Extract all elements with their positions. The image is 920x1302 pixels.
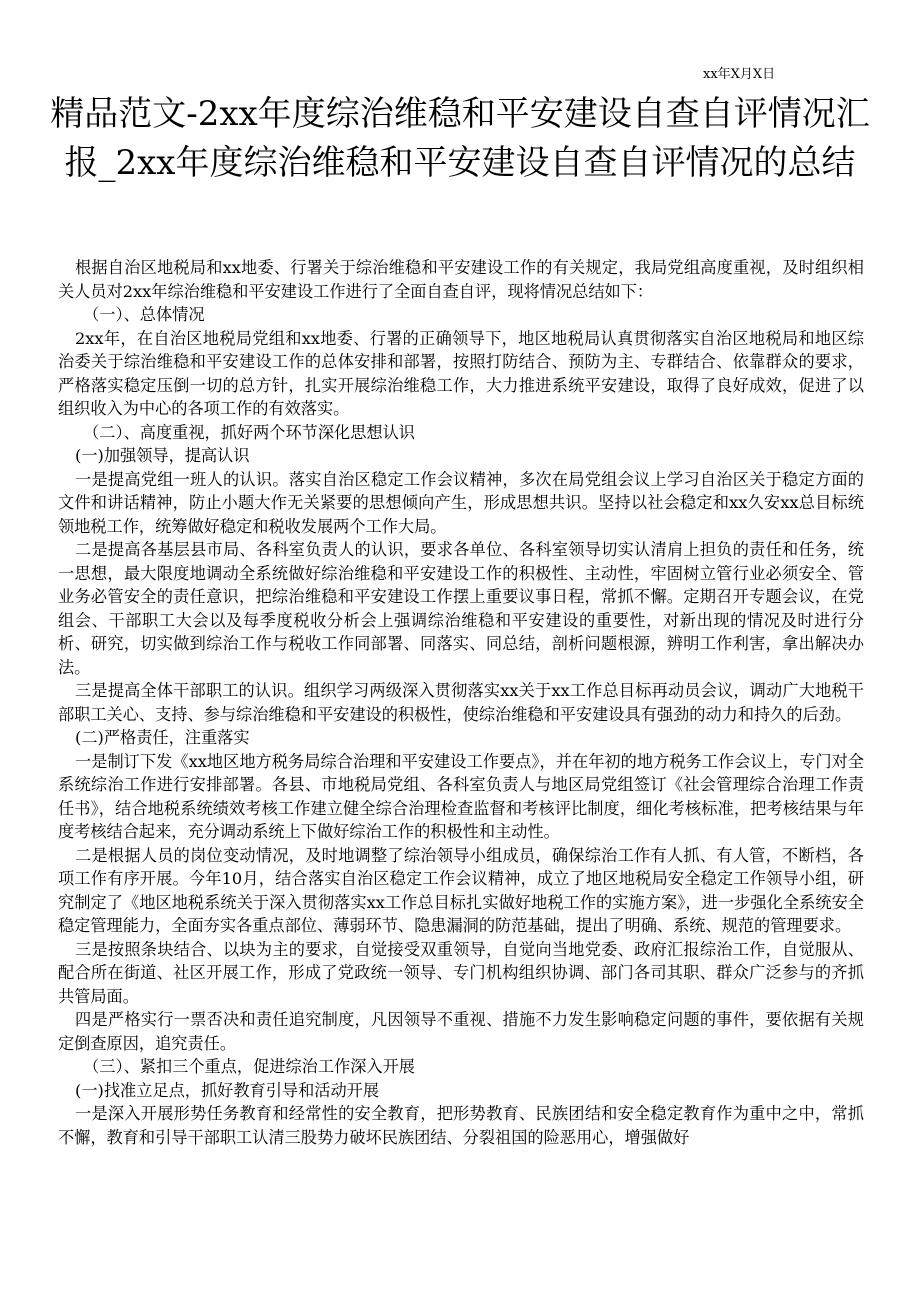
document-date: xx年X月X日 [703, 67, 776, 82]
body-paragraph: 四是严格实行一票否决和责任追究制度，凡因领导不重视、措施不力发生影响稳定问题的事件，要依据有关规定倒查原因，追究责任。 [58, 1010, 864, 1053]
section-heading: （二）、高度重视，抓好两个环节深化思想认识 [83, 422, 415, 442]
document-title: 精品范文-2xx年度综治维稳和平安建设自查自评情况汇报_2xx年度综治维稳和平安建设自查自评情况的总结 [50, 94, 870, 183]
subsection-heading: (一)找准立足点，抓好教育引导和活动开展 [75, 1080, 380, 1100]
body-paragraph: 一是提高党组一班人的认识。落实自治区稳定工作会议精神，多次在局党组会议上学习自治区关于稳定方面的文件和讲话精神，防止小题大作无关紧要的思想倾向产生，形成思想共识。坚持以社会稳定和xx久安xx总目标统领地税工作，统筹做好稳定和税收发展两个工作大局。 [58, 469, 864, 536]
subsection-heading: (一)加强领导，提高认识 [75, 446, 250, 465]
body-paragraph: 根据自治区地税局和xx地委、行署关于综治维稳和平安建设工作的有关规定，我局党组高度重视，及时组织相关人员对2xx年综治维稳和平安建设工作进行了全面自查自评，现将情况总结如下： [58, 258, 864, 301]
body-paragraph: 三是按照条块结合、以块为主的要求，自觉接受双重领导，自觉向当地党委、政府汇报综治工作，自觉服从、配合所在街道、社区开展工作，形成了党政统一领导、专门机构组织协调、部门各司其职、群众广泛参与的齐抓共管局面。 [58, 939, 864, 1006]
body-paragraph: 二是根据人员的岗位变动情况，及时地调整了综治领导小组成员，确保综治工作有人抓、有人管，不断档，各项工作有序开展。今年10月，结合落实自治区稳定工作会议精神，成立了地区地税局安全稳定工作领导小组，研究制定了《地区地税系统关于深入贯彻落实xx工作总目标扎实做好地税工作的实施方案》，进一步强化全系统安全稳定管理能力，全面夯实各重点部位、薄弱环节、隐患漏洞的防范基础，提出了明确、系统、规范的管理要求。 [58, 845, 864, 935]
subsection-heading: (二)严格责任，注重落实 [75, 728, 250, 747]
body-paragraph: 三是提高全体干部职工的认识。组织学习两级深入贯彻落实xx关于xx工作总目标再动员会议，调动广大地税干部职工关心、支持、参与综治维稳和平安建设的积极性，使综治维稳和平安建设具有强劲的动力和持久的后劲。 [58, 681, 864, 724]
body-paragraph: 2xx年，在自治区地税局党组和xx地委、行署的正确领导下，地区地税局认真贯彻落实自治区地税局和地区综治委关于综治维稳和平安建设工作的总体安排和部署，按照打防结合、预防为主、专群结合、依靠群众的要求，严格落实稳定压倒一切的总方针，扎实开展综治维稳工作，大力推进系统平安建设，取得了良好成效，促进了以组织收入为中心的各项工作的有效落实。 [58, 328, 864, 418]
document-body [58, 256, 864, 1149]
body-paragraph: 二是提高各基层县市局、各科室负责人的认识，要求各单位、各科室领导切实认清肩上担负的责任和任务，统一思想，最大限度地调动全系统做好综治维稳和平安建设工作的积极性、主动性，牢固树立管行业必须安全、管业务必管安全的责任意识，把综治维稳和平安建设工作摆上重要议事日程，常抓不懈。定期召开专题会议，在党组会、干部职工大会以及每季度税收分析会上强调综治维稳和平安建设的重要性，对新出现的情况及时进行分析、研究，切实做到综治工作与税收工作同部署、同落实、同总结，剖析问题根源，辨明工作利害，拿出解决办法。 [58, 540, 864, 677]
body-paragraph: 一是制订下发《xx地区地方税务局综合治理和平安建设工作要点》，并在年初的地方税务工作会议上，专门对全系统综治工作进行安排部署。各县、市地税局党组、各科室负责人与地区局党组签订《社会管理综合治理工作责任书》，结合地税系统绩效考核工作建立健全综合治理检查监督和考核评比制度，细化考核标准，把考核结果与年度考核结合起来，充分调动系统上下做好综治工作的积极性和主动性。 [58, 751, 864, 841]
body-paragraph: 一是深入开展形势任务教育和经常性的安全教育，把形势教育、民族团结和安全稳定教育作为重中之中，常抓不懈，教育和引导干部职工认清三股势力破坏民族团结、分裂祖国的险恶用心，增强做好 [58, 1104, 864, 1147]
section-heading: （三）、紧扣三个重点，促进综治工作深入开展 [83, 1057, 415, 1076]
section-heading: （一）、总体情况 [83, 305, 205, 324]
